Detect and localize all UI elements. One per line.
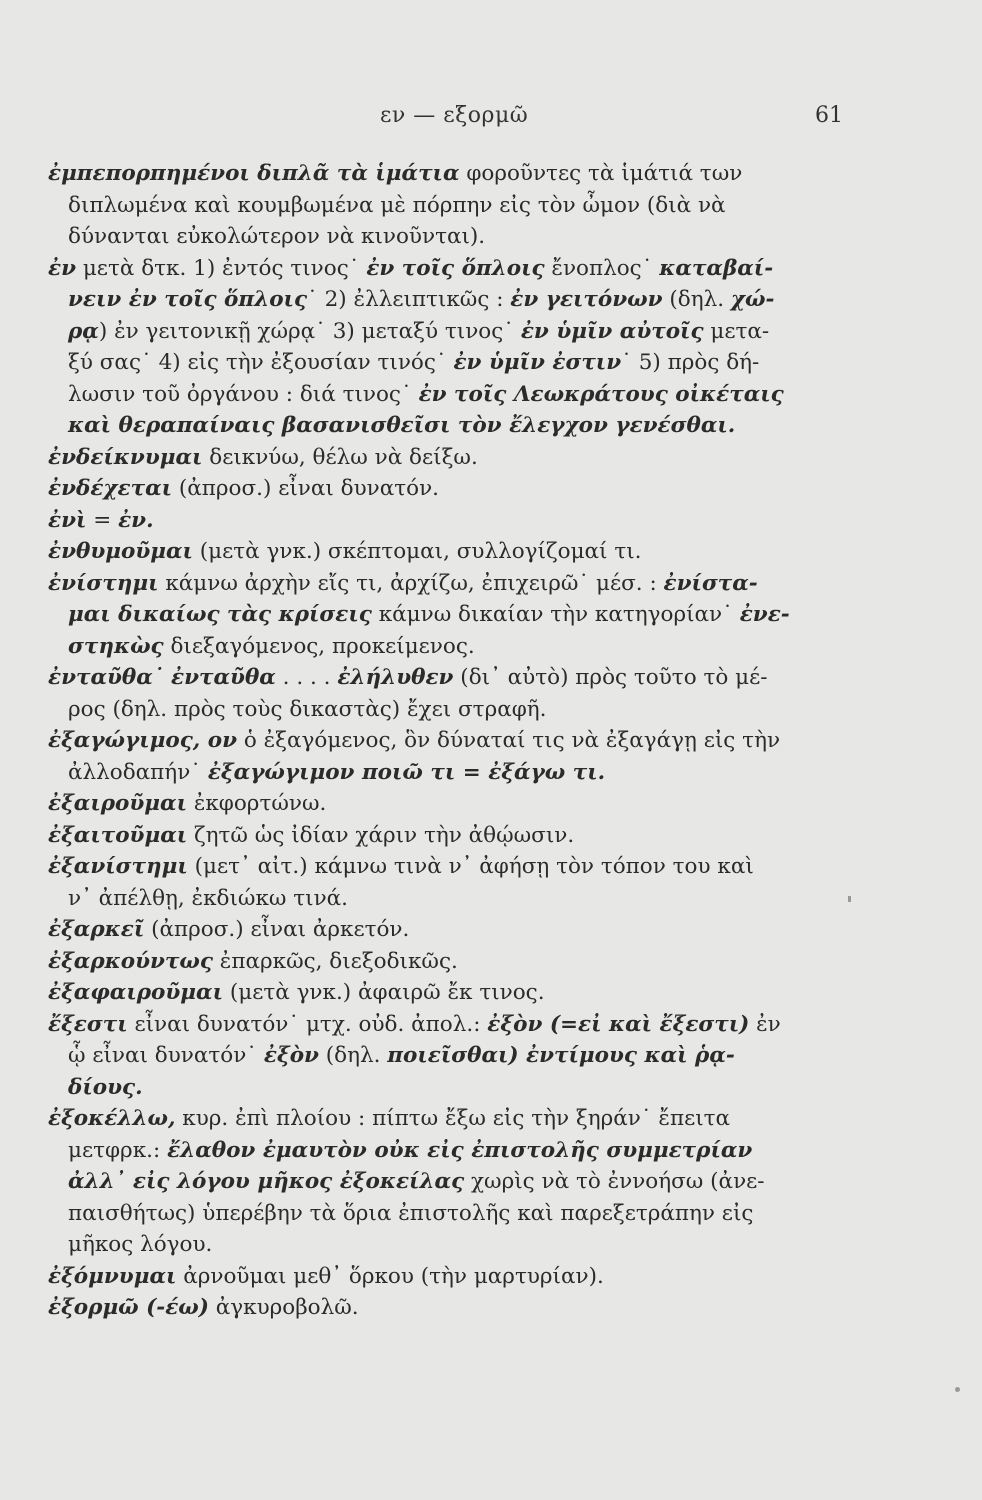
headword-text: ἐν ὑμῖν ἐστιν [453, 350, 622, 375]
text-line [48, 253, 848, 285]
text-line [48, 1135, 848, 1167]
text-line [48, 1072, 848, 1104]
definition-text: = [86, 507, 119, 533]
headword-text: καταβαί- [659, 255, 774, 281]
definition-text: ρος (δηλ. πρὸς τοὺς δικαστὰς) ἔχει στραφῆ. [68, 696, 547, 722]
text-line [48, 631, 848, 663]
definition-text: φοροῦντες τὰ ἱμάτιά των [459, 161, 743, 186]
text-line [48, 1198, 848, 1230]
text-line [48, 694, 848, 726]
definition-text: (δηλ. [318, 1043, 388, 1068]
text-line [48, 599, 848, 631]
ink-dot [955, 1387, 960, 1392]
text-line [48, 158, 848, 190]
headword-text: ἐνὶ [48, 507, 87, 533]
definition-text: κυρ. ἐπὶ πλοίου : πίπτω ἔξω εἰς τὴν ξηράν˙ ἔπειτα [175, 1106, 731, 1131]
text-line [48, 284, 848, 316]
headword-text: ἐξαρκεῖ [48, 917, 145, 942]
headword-text: ἐξὸν (=εἰ καὶ ἔξεστι) [487, 1011, 750, 1037]
headword-text: καὶ θεραπαίναις βασανισθεῖσι τὸν ἔλεγχον γενέσθαι. [68, 413, 736, 438]
headword-text: ἐξαιροῦμαι [48, 791, 187, 816]
headword-text: ἐξανίστημι [48, 854, 188, 879]
definition-text: ᾧ εἶναι δυνατόν˙ [68, 1043, 264, 1068]
headword-text: ἐν ὑμῖν αὐτοῖς [520, 318, 704, 344]
headword-text: ἐνε- [739, 602, 790, 627]
definition-text: ἀλλοδαπήν˙ [68, 759, 208, 785]
page-number: 61 [815, 103, 843, 128]
headword-text: ἔλαθον ἐμαυτὸν οὐκ εἰς ἐπιστολῆς συμμετρίαν [167, 1137, 753, 1163]
definition-text: κάμνω δικαίαν τὴν κατηγορίαν˙ [371, 602, 740, 627]
text-line [48, 725, 848, 757]
definition-text: ˙ 2) ἐλλειπτικῶς : [307, 287, 511, 312]
headword-text: ἐξορμῶ (-έω) [48, 1295, 209, 1320]
text-line [48, 190, 848, 222]
definition-text: (δι᾽ αὐτὸ) πρὸς τοῦτο τὸ μέ- [453, 665, 768, 690]
text-line [48, 505, 848, 537]
text-line [48, 914, 848, 946]
text-line [48, 977, 848, 1009]
page-header [0, 103, 982, 133]
headword-text: ἐν τοῖς Λεωκράτους οἰκέταις [418, 381, 784, 407]
text-line [48, 379, 848, 411]
text-line [48, 883, 848, 915]
definition-text: ἔνοπλος˙ [544, 255, 660, 281]
headword-text: ἐμπεπορπημένοι διπλᾶ τὰ ἱμάτια [48, 161, 460, 186]
definition-text: μῆκος λόγου. [68, 1232, 213, 1257]
headword-text: ἐξοκέλλω, [48, 1106, 176, 1131]
headword-text: δίους. [68, 1074, 143, 1100]
headword-text: ἐν. [118, 507, 154, 533]
definition-text: εἶναι δυνατόν˙ μτχ. οὐδ. ἀπολ.: [127, 1011, 488, 1037]
definition-text: δύνανται εὐκολώτερον νὰ κινοῦνται). [68, 224, 486, 249]
headword-text: ἐν τοῖς ὅπλοις [366, 255, 545, 281]
definition-text: (μετ᾽ αἰτ.) κάμνω τινὰ ν᾽ ἀφήσῃ τὸν τόπον του καὶ [187, 854, 754, 879]
headword-text: ἐνίστημι [48, 570, 159, 596]
headword-text: ἐν γειτόνων [510, 287, 663, 312]
definition-text: παισθήτως) ὑπερέβην τὰ ὅρια ἐπιστολῆς καὶ παρεξετράπην εἰς [68, 1200, 754, 1226]
text-line [48, 1040, 848, 1072]
text-line [48, 662, 848, 694]
definition-text: ἐπαρκῶς, διεξοδικῶς. [212, 948, 458, 974]
text-line [48, 946, 848, 978]
definition-text: ἐν [749, 1011, 781, 1037]
headword-text: ἐξὸν [263, 1043, 319, 1068]
headword-text: ἐξόμνυμαι [48, 1263, 177, 1289]
text-line [48, 1103, 848, 1135]
definition-text: . . . . [275, 665, 338, 690]
definition-text: ν᾽ ἀπέλθῃ, ἐκδιώκω τινά. [68, 885, 348, 911]
headword-text: ἐνδείκνυμαι [48, 444, 203, 470]
headword-text: ἐξαφαιροῦμαι [48, 980, 223, 1005]
text-line [48, 316, 848, 348]
margin-mark [848, 896, 851, 902]
definition-text: δεικνύω, θέλω νὰ δείξω. [202, 444, 478, 470]
definition-text: ἐκφορτώνω. [187, 791, 327, 816]
headword-text: ἐλήλυθεν [337, 665, 454, 690]
definition-text: λωσιν τοῦ ὀργάνου : διά τινος˙ [68, 381, 419, 407]
dictionary-body [48, 158, 848, 1324]
definition-text: μετα- [703, 318, 770, 344]
headword-text: στηκὼς [68, 633, 164, 659]
headword-text: ἐνίστα- [663, 570, 758, 596]
text-line [48, 1009, 848, 1041]
running-head: εν — εξορμῶ [380, 103, 529, 128]
definition-text: (μετὰ γνκ.) ἀφαιρῶ ἔκ τινος. [223, 980, 545, 1005]
text-line [48, 1261, 848, 1293]
text-line [48, 536, 848, 568]
definition-text: μετὰ δτκ. 1) ἐντός τινος˙ [76, 255, 367, 281]
definition-text: ξύ σας˙ 4) εἰς τὴν ἐξουσίαν τινός˙ [68, 350, 454, 375]
definition-text: διπλωμένα καὶ κουμβωμένα μὲ πόρπην εἰς τὸν ὦμον (διὰ νὰ [68, 192, 726, 218]
headword-text: μαι δικαίως τὰς κρίσεις [68, 602, 372, 627]
headword-text: ἐξαγώγιμος, ον [48, 728, 238, 753]
text-line [48, 568, 848, 600]
text-line [48, 221, 848, 253]
text-line [48, 410, 848, 442]
text-line [48, 788, 848, 820]
definition-text: ˙ 5) πρὸς δή- [621, 350, 760, 375]
definition-text: διεξαγόμενος, προκείμενος. [163, 633, 475, 659]
text-line [48, 347, 848, 379]
headword-text: ἐνθυμοῦμαι [48, 539, 193, 564]
headword-text: νειν ἐν τοῖς ὅπλοις [68, 287, 308, 312]
text-line [48, 442, 848, 474]
text-line [48, 757, 848, 789]
text-line [48, 820, 848, 852]
definition-text: (ἀπροσ.) εἶναι ἀρκετόν. [144, 917, 410, 942]
headword-text: ρᾳ [68, 318, 99, 344]
headword-text: ἐνδέχεται [48, 476, 173, 501]
text-line [48, 1229, 848, 1261]
definition-text: (μετὰ γνκ.) σκέπτομαι, συλλογίζομαί τι. [192, 539, 642, 564]
headword-text: ἐνταῦθα˙ ἐνταῦθα [48, 665, 276, 690]
definition-text: ἀρνοῦμαι μεθ᾽ ὅρκου (τὴν μαρτυρίαν). [176, 1263, 604, 1289]
headword-text: ἐξαγώγιμον ποιῶ τι = ἐξάγω τι. [207, 759, 606, 785]
text-line [48, 1166, 848, 1198]
definition-text: ζητῶ ὡς ἰδίαν χάριν τὴν ἀθῴωσιν. [187, 822, 575, 848]
definition-text: ἀγκυροβολῶ. [208, 1295, 359, 1320]
definition-text: μετφρκ.: [68, 1137, 168, 1163]
definition-text: κάμνω ἀρχὴν εἴς τι, ἀρχίζω, ἐπιχειρῶ˙ μέσ. : [158, 570, 664, 596]
definition-text: (δηλ. [662, 287, 731, 312]
text-line [48, 851, 848, 883]
definition-text: ὁ ἐξαγόμενος, ὃν δύναταί τις νὰ ἐξαγάγῃ εἰς τὴν [237, 728, 781, 753]
headword-text: ἐξαρκούντως [48, 948, 213, 974]
definition-text: χωρὶς νὰ τὸ ἐννοήσω (ἀνε- [464, 1169, 765, 1194]
definition-text: (ἀπροσ.) εἶναι δυνατόν. [172, 476, 439, 501]
headword-text: ἀλλ᾽ εἰς λόγου μῆκος ἐξοκείλας [68, 1169, 465, 1194]
headword-text: ἐν [48, 255, 76, 281]
definition-text: ) ἐν γειτονικῇ χώρᾳ˙ 3) μεταξύ τινος˙ [98, 318, 521, 344]
text-line [48, 473, 848, 505]
headword-text: χώ- [730, 287, 775, 312]
headword-text: ἔξεστι [48, 1011, 128, 1037]
headword-text: ποιεῖσθαι) ἐντίμους καὶ ῥᾳ- [387, 1043, 735, 1068]
headword-text: ἐξαιτοῦμαι [48, 822, 188, 848]
text-line [48, 1292, 848, 1324]
